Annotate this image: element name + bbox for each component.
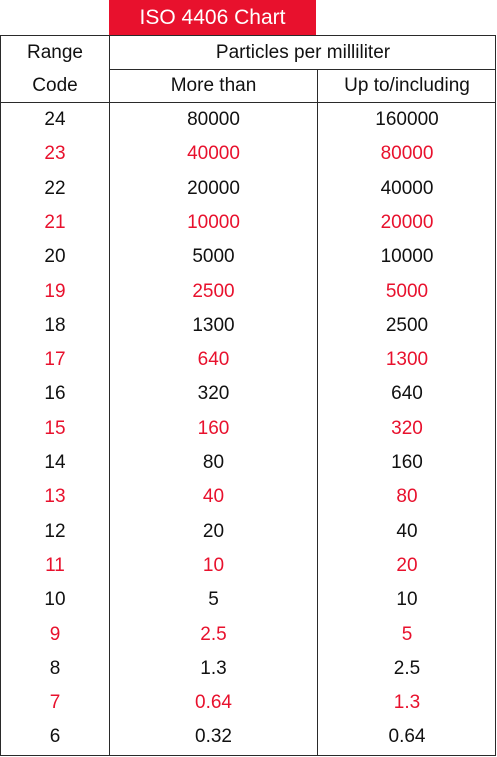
table-row — [1, 412, 497, 446]
range-code-cell: 10 — [44, 589, 66, 611]
more-than-cell: 20 — [202, 520, 225, 542]
table-row — [1, 549, 497, 583]
up-to-cell: 5000 — [385, 280, 429, 302]
range-code-cell: 6 — [49, 726, 61, 748]
more-than-cell: 2.5 — [200, 623, 227, 645]
particles-header: Particles per milliliter — [215, 41, 391, 63]
table-row — [1, 515, 497, 549]
chart-title: ISO 4406 Chart — [109, 0, 316, 35]
more-than-cell: 1.3 — [200, 657, 227, 679]
table-row — [1, 172, 497, 206]
table-row — [1, 446, 497, 480]
table-row — [1, 343, 497, 377]
more-than-cell: 160 — [197, 417, 230, 439]
up-to-cell: 0.64 — [388, 726, 426, 748]
up-to-cell: 80000 — [380, 143, 434, 165]
more-than-cell: 640 — [197, 349, 230, 371]
range-code-cell: 12 — [44, 520, 66, 542]
range-code-cell: 9 — [49, 623, 61, 645]
table-row — [1, 720, 497, 754]
range-code-cell: 7 — [49, 692, 61, 714]
table-row — [1, 103, 497, 137]
up-to-cell: 10000 — [380, 246, 434, 268]
up-to-cell: 2500 — [385, 314, 429, 336]
table-row — [1, 583, 497, 617]
more-than-cell: 2500 — [192, 280, 235, 302]
table-row — [1, 652, 497, 686]
range-code-cell: 21 — [44, 211, 66, 233]
table-row — [1, 377, 497, 411]
more-than-header: More than — [170, 75, 257, 96]
up-to-cell: 20000 — [380, 211, 434, 233]
more-than-cell: 40 — [202, 486, 225, 508]
more-than-cell: 20000 — [187, 177, 240, 199]
table-row — [1, 618, 497, 652]
up-to-cell: 10 — [396, 589, 418, 611]
more-than-cell: 1300 — [192, 314, 235, 336]
up-to-cell: 320 — [391, 417, 423, 439]
range-code-cell: 14 — [44, 452, 66, 473]
more-than-cell: 80 — [202, 452, 225, 473]
more-than-cell: 40000 — [187, 143, 240, 165]
range-code-cell: 24 — [44, 109, 66, 130]
up-to-cell: 640 — [391, 383, 423, 405]
range-code-cell: 19 — [44, 280, 66, 302]
up-to-cell: 160000 — [375, 109, 439, 130]
up-to-cell: 160 — [391, 452, 423, 473]
up-to-cell: 5 — [401, 623, 413, 645]
more-than-cell: 320 — [197, 383, 230, 405]
table-row — [1, 240, 497, 274]
table-row — [1, 275, 497, 309]
range-code-cell: 22 — [44, 177, 66, 199]
more-than-cell: 5000 — [192, 246, 235, 268]
range-code-cell: 20 — [44, 246, 66, 268]
more-than-cell: 0.64 — [195, 692, 232, 714]
range-code-cell: 23 — [44, 143, 66, 165]
more-than-cell: 0.32 — [195, 726, 232, 748]
up-to-cell: 1300 — [385, 349, 429, 371]
range-code-cell: 11 — [45, 554, 65, 576]
range-header: Range — [27, 41, 83, 63]
range-code-cell: 13 — [44, 486, 66, 508]
up-to-cell: 80 — [396, 486, 418, 508]
range-code-cell: 15 — [44, 417, 66, 439]
up-to-cell: 40000 — [380, 177, 434, 199]
up-to-header: Up to/including — [344, 75, 470, 96]
table-row — [1, 206, 497, 240]
up-to-cell: 2.5 — [393, 657, 421, 679]
range-code-cell: 16 — [44, 383, 66, 405]
title-band — [0, 0, 497, 35]
range-code-cell: 8 — [49, 657, 61, 679]
more-than-cell: 10 — [202, 554, 225, 576]
table-row — [1, 480, 497, 514]
table-row — [1, 686, 497, 720]
range-code-cell: 18 — [44, 314, 66, 336]
table-row — [1, 309, 497, 343]
more-than-cell: 5 — [208, 589, 219, 611]
iso-table — [0, 35, 496, 756]
up-to-cell: 40 — [396, 520, 418, 542]
more-than-cell: 10000 — [187, 211, 240, 233]
table-row — [1, 137, 497, 171]
up-to-cell: 1.3 — [393, 692, 421, 714]
up-to-cell: 20 — [396, 554, 418, 576]
more-than-cell: 80000 — [187, 109, 240, 130]
range-code-cell: 17 — [44, 349, 66, 371]
code-header: Code — [32, 74, 78, 96]
